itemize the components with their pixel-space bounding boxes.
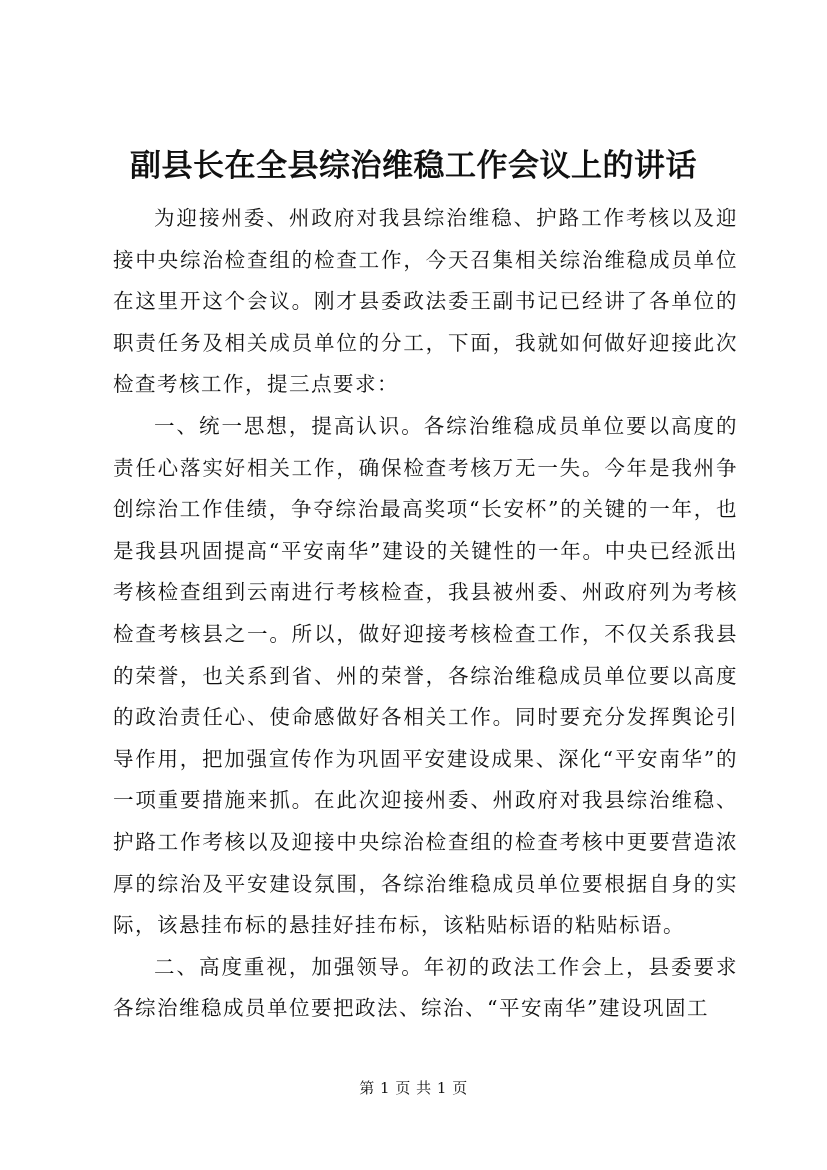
document-title: 副县长在全县综治维稳工作会议上的讲话 — [130, 148, 697, 184]
paragraph-point-one: 一、统一思想，提高认识。各综治维稳成员单位要以高度的责任心落实好相关工作，确保检查考核万无一失。今年是我州争创综治工作佳绩，争夺综治最高奖项“长安杯”的关键的一年，也是我县巩固提高“平安南华”建设的关键性的一年。中央已经派出考核检查组到云南进行考核检查，我县被州委、州政府列为考核检查考核县之一。所以，做好迎接考核检查工作，不仅关系我县的荣誉，也关系到省、州的荣誉，各综治维稳成员单位要以高度的政治责任心、使命感做好各相关工作。同时要充分发挥舆论引导作用，把加强宣传作为巩固平安建设成果、深化“平安南华”的一项重要措施来抓。在此次迎接州委、州政府对我县综治维稳、护路工作考核以及迎接中央综治检查组的检查考核中更要营造浓厚的综治及平安建设氛围，各综治维稳成员单位要根据自身的实际，该悬挂布标的悬挂好挂布标，该粘贴标语的粘贴标语。 — [113, 413, 738, 938]
paragraph-point-two: 二、高度重视，加强领导。年初的政法工作会上，县委要求各综治维稳成员单位要把政法、综治、“平安南华”建设巩固工 — [113, 954, 738, 1021]
document-body — [113, 198, 738, 1030]
page-number-footer: 第 1 页 共 1 页 — [359, 1079, 468, 1097]
paragraph-intro: 为迎接州委、州政府对我县综治维稳、护路工作考核以及迎接中央综治检查组的检查工作，今天召集相关综治维稳成员单位在这里开这个会议。刚才县委政法委王副书记已经讲了各单位的职责任务及相关成员单位的分工，下面，我就如何做好迎接此次检查考核工作，提三点要求： — [113, 206, 738, 397]
